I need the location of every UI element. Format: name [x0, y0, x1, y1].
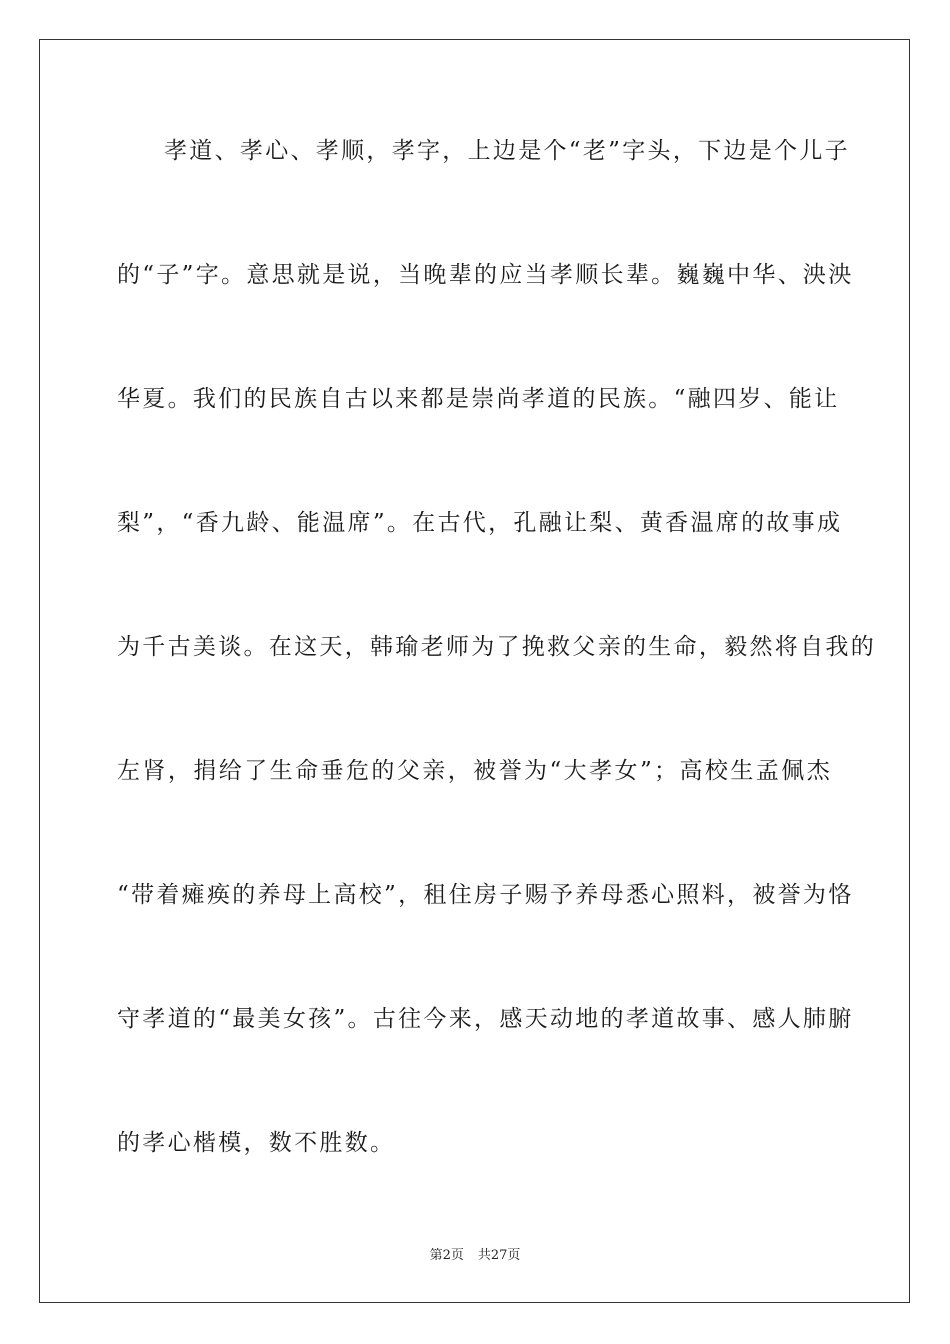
page-border [39, 39, 910, 1303]
paragraph-line-8: 守孝道的“最美女孩”。古往今来，感天动地的孝道故事、感人肺腑 [117, 1006, 854, 1032]
paragraph-line-5: 为千古美谈。在这天，韩瑜老师为了挽救父亲的生命，毅然将自我的 [117, 634, 876, 660]
page-total: 共27页 [477, 1248, 521, 1263]
paragraph-line-1: 孝道、孝心、孝顺，孝字，上边是个“老”字头，下边是个儿子 [164, 138, 850, 164]
paragraph-line-9: 的孝心楷模，数不胜数。 [117, 1130, 396, 1156]
paragraph-line-7: “带着瘫痪的养母上高校”，租住房子赐予养母悉心照料，被誉为恪 [117, 882, 854, 908]
page-number: 第2页 [429, 1248, 464, 1263]
paragraph-line-6: 左肾，捐给了生命垂危的父亲，被誉为“大孝女”；高校生孟佩杰 [117, 758, 832, 784]
paragraph-line-3: 华夏。我们的民族自古以来都是崇尚孝道的民族。“融四岁、能让 [117, 386, 840, 412]
page-footer [0, 1247, 950, 1265]
paragraph-line-2: 的“子”字。意思就是说，当晚辈的应当孝顺长辈。巍巍中华、泱泱 [117, 262, 854, 288]
paragraph-line-4: 梨”，“香九龄、能温席”。在古代，孔融让梨、黄香温席的故事成 [117, 510, 843, 536]
